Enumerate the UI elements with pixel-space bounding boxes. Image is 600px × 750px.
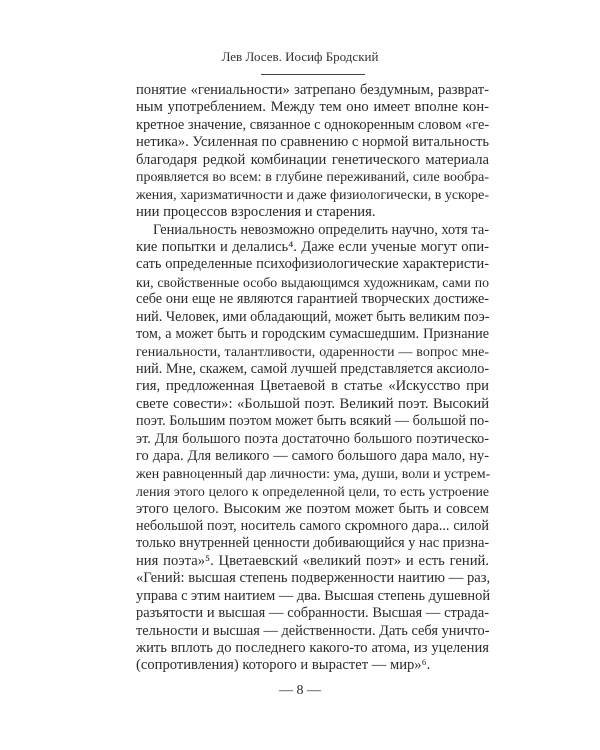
text-line: проявляется во всем: в глубине переживаний, силе вообра-: [136, 170, 489, 186]
text-line: только внутренней ценности добивающийся у нас призна-: [136, 535, 490, 552]
text-line: (сопротивления) которого и вырастет — мир»⁶.: [136, 657, 431, 674]
text-line: управа с этим наитием — два. Высшая степень душевной: [136, 587, 491, 604]
text-line: нии процессов взросления и старения.: [136, 204, 376, 221]
text-line: кие попытки и делались⁴. Даже если ученые могут опи-: [136, 238, 489, 255]
text-line: себе они еще не являются гарантией творческих достиже-: [136, 291, 489, 308]
text-line: благодаря редкой комбинации генетического материала: [136, 151, 489, 168]
text-line: эт. Для большого поэта достаточно большого поэтическо-: [136, 430, 489, 447]
text-line: ний. Мне, скажем, самой лучшей представляется аксиоло-: [136, 361, 490, 377]
text-line: «Гений: высшая степень подверженности наитию — раз,: [136, 570, 491, 587]
text-line: этого целого. Высоким же поэтом может быть и совсем: [136, 500, 489, 517]
text-line: тельности и высшая — действенности. Дать себя уничто-: [136, 622, 490, 639]
text-line: жения, харизматичности и даже физиологически, в ускоре-: [136, 187, 489, 203]
running-header: Лев Лосев. Иосиф Бродский: [221, 49, 379, 64]
text-line: разъятости и высшая — собранности. Высшая — страда-: [136, 605, 489, 622]
body-text: [136, 82, 489, 675]
text-line: ления этого целого к определенной цели, то есть устроение: [136, 484, 489, 500]
text-line: ки, свойственные особо выдающимся художникам, сами по: [136, 274, 489, 290]
text-line: поэт. Большим поэтом может быть всякий — большой по-: [136, 413, 489, 430]
text-line: кретное значение, связанное с однокоренным словом «ге-: [136, 116, 490, 133]
header-rule: [261, 74, 365, 75]
text-line: свете совести»: «Большой поэт. Великий поэт. Высокий: [136, 395, 489, 412]
text-line: гениальности, талантливости, одаренности — вопрос мне-: [136, 344, 489, 360]
text-line: го дара. Для великого — самого большого дара мало, ну-: [136, 448, 489, 465]
text-line: понятие «гениальности» затрепано бездумным, разврат-: [136, 82, 489, 98]
text-line: небольшой поэт, носитель самого скромного дара... силой: [136, 517, 489, 534]
text-line: нетика». Усиленная по сравнению с нормой витальность: [136, 134, 489, 151]
text-line: ния поэта»⁵. Цветаевский «великий поэт» и есть гений.: [136, 552, 489, 569]
text-line: жить вплоть до последнего какого-то атома, из уцеления: [136, 640, 489, 656]
text-line: сать определенные психофизиологические характеристи-: [136, 256, 489, 273]
page-number: — 8 —: [279, 683, 321, 698]
text-line: Гениальность невозможно определить научно, хотя та-: [153, 221, 490, 238]
text-line: гия, предложенная Цветаевой в статье «Искусство при: [136, 378, 489, 395]
text-line: жен равноценный дар личности: ума, души, воли и устрем-: [136, 466, 491, 482]
text-line: ным употреблением. Между тем оно имеет вполне кон-: [136, 99, 489, 116]
text-line: ний. Человек, ими обладающий, может быть великим поэ-: [136, 308, 490, 325]
text-line: том, а может быть и городским сумасшедшим. Признание: [136, 326, 489, 343]
